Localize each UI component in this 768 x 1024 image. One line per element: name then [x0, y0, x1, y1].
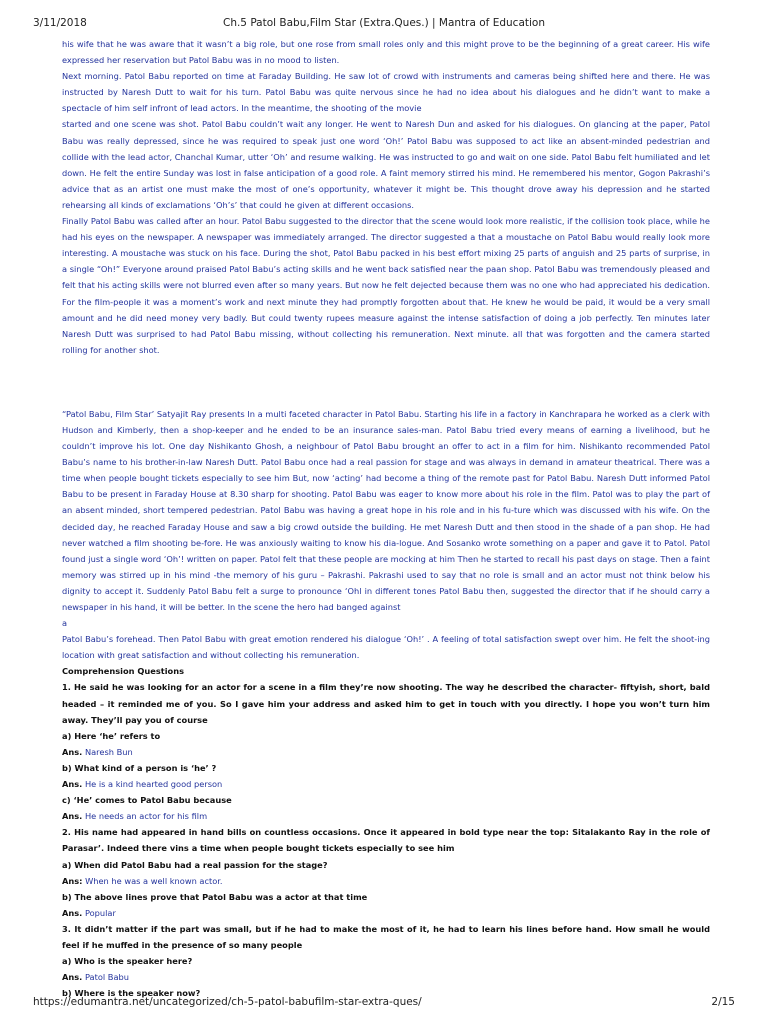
question: a) Here ‘he’ refers to	[62, 730, 161, 741]
question: a) When did Patol Babu had a real passion for the stage?	[62, 859, 328, 870]
paragraph: Patol Babu’s forehead. Then Patol Babu with great emotion rendered his dialogue ‘Oh!’ . A feeling of total satisfaction swept over him. He felt the shoot-ing location with great satisfaction and without collecting his remuneration.	[62, 634, 710, 661]
answer-label: Ans.	[62, 746, 83, 757]
answer	[62, 905, 710, 921]
question: b) Where is the speaker now?	[62, 988, 201, 999]
answer-text: Patol Babu	[84, 972, 129, 983]
summary-section-1	[62, 36, 710, 358]
answer-label: Ans.	[62, 779, 83, 790]
question-passage: 2. His name had appeared in hand bills on countless occasions. Once it appeared in bold type near the top: Sitalakanto Ray in the role of Parasar’. Indeed there vins a time when people bought tickets especially to see him	[62, 827, 710, 854]
question-passage: 1. He said he was looking for an actor for a scene in a film they’re now shooting. The way he described the character- fiftyish, short, bald headed – it reminded me of you. So I gave him your address and asked him to get in touch with you directly. I hope you won’t turn him away. They’ll pay you of course	[62, 682, 710, 725]
answer-label: Ans:	[62, 875, 83, 886]
paragraph: his wife that he was aware that it wasn’t a big role, but one rose from small roles only and this might prove to be the beginning of a great career. His wife expressed her reservation but Patol Babu was in no mood to listen.	[62, 39, 710, 66]
section-heading: Comprehension Questions	[62, 666, 184, 677]
paragraph-fragment: a	[62, 618, 68, 629]
comprehension-section	[62, 663, 710, 1001]
question: b) What kind of a person is ‘he’ ?	[62, 762, 217, 773]
spacer	[62, 358, 710, 406]
summary-section-2	[62, 406, 710, 664]
answer-label: Ans.	[62, 811, 83, 822]
print-header	[0, 17, 768, 31]
paragraph: Finally Patol Babu was called after an hour. Patol Babu suggested to the director that the scene would look more realistic, if the collision took place, while he had his eyes on the newspaper. A newspaper was immediately arranged. The director suggested a that a moustache on Patol Babu would really look more interesting. A moustache was stuck on his face. During the shot, Patol Babu packed in his best effort mixing 25 parts of anguish and 25 parts of surprise, in a single “Oh!” Everyone around praised Patol Babu’s acting skills and he went back satisfied near the paan shop. Patol Babu was tremendously pleased and felt that his acting skills were not blurred even after so many years. But now he felt dejected because them was no one who had appreciated his dedication. For the film-people it was a moment’s work and next minute they had promptly forgotten about that. He knew he would be paid, it would be a very small amount and he did need money very badly. But could twenty rupees measure against the intense satisfaction of doing a job perfectly. Ten minutes later Naresh Dutt was surprised to had Patol Babu missing, without collecting his remuneration. Next minute. all that was forgotten and the camera started rolling for another shot.	[62, 216, 710, 355]
question: c) ‘He’ comes to Patol Babu because	[62, 795, 232, 806]
answer	[62, 776, 710, 792]
answer	[62, 808, 710, 824]
answer-text: He needs an actor for his film	[84, 811, 208, 822]
answer	[62, 969, 710, 985]
paragraph: started and one scene was shot. Patol Babu couldn’t wait any longer. He went to Naresh Dun and asked for his dialogues. On glancing at the paper, Patol Babu was really depressed, since he was required to speak just one word ‘Oh!’ Patol Babu was supposed to act like an absent-minded pedestrian and collide with the lead actor, Chanchal Kumar, utter ‘Oh’ and resume walking. He was instructed to go and wait on one side. Patol Babu felt humiliated and let down. He felt the entire Sunday was lost in false anticipation of a good role. A faint memory stirred his mind. He remembered his mentor, Gogon Pakrashi’s advice that as an artist one must make the most of one’s opportunity, whatever it might be. This thought drove away his depression and he started rehearsing all kinds of exclamations ‘Oh’s’ that could he given at different occasions.	[62, 119, 710, 210]
paragraph: “Patol Babu, Film Star’ Satyajit Ray presents In a multi faceted character in Patol Babu. Starting his life in a factory in Kanchrapara he worked as a clerk with Hudson and Kimberly, then a shop-keeper and he ended to be an insurance sales-man. Patol Babu tried every means of earning a livelihood, but he couldn’t improve his lot. One day Nishikanto Ghosh, a neighbour of Patol Babu brought an offer to act in a film for him. Nishikanto recommended Patol Babu’s name to his brother-in-law Naresh Dutt. Patol Babu once had a real passion for stage and was always in demand in amateur theatrical. There was a time when people bought tickets especially to see him But, now ‘acting’ had become a thing of the remote past for Patol Babu. Naresh Dutt informed Patol Babu to be present in Faraday House at 8.30 sharp for shooting. Patol Babu was eager to know more about his role in the film. Patol was to play the part of an absent minded, short tempered pedestrian. Patol Babu was having a great hope in his role and in his fu-ture which was discussed with his wife. On the decided day, he reached Faraday House and saw a big crowd outside the building. He met Naresh Dutt and then stood in the shade of a pan shop. He had never watched a film shooting be-fore. He was anxiously waiting to know his dia-logue. And Sosanko wrote something on a paper and gave it to Patol. Patol found just a single word ‘Oh’! written on paper. Patol felt that these people are mocking at him Then he started to recall his past days on stage. Then a faint memory was stirred up in his mind -the memory of his guru – Pakrashi. Pakrashi used to say that no role is small and an actor must not think below his dignity to accept it. Suddenly Patol Babu felt a surge to pronounce ‘Ohl in different tones Patol Babu then, suggested the director that if he should carry a newspaper in his hand, it will be better. In the scene the hero had banged against	[62, 408, 710, 612]
answer-label: Ans.	[62, 907, 83, 918]
answer	[62, 873, 710, 889]
article-content	[62, 36, 710, 999]
page-url[interactable]: https://edumantra.net/uncategorized/ch-5-patol-babufilm-star-extra-ques/	[33, 996, 422, 1008]
answer-text: When he was a well known actor.	[85, 875, 223, 886]
answer-text: Popular	[84, 907, 116, 918]
question: a) Who is the speaker here?	[62, 956, 193, 967]
paragraph: Next morning. Patol Babu reported on time at Faraday Building. He saw lot of crowd with instruments and cameras being shifted here and there. He was instructed by Naresh Dutt to wait for his turn. Patol Babu was quite nervous since he had no idea about his dialogues and he didn’t want to make a spectacle of him self infront of lead actors. In the meantime, the shooting of the movie	[62, 71, 710, 114]
page-title: Ch.5 Patol Babu,Film Star (Extra.Ques.) | Mantra of Education	[222, 17, 545, 29]
page-number: 2/15	[711, 996, 735, 1008]
answer-text: He is a kind hearted good person	[84, 779, 223, 790]
question-passage: 3. It didn’t matter if the part was small, but if he had to make the most of it, he had to learn his lines before hand. How small he would feel if he muffed in the presence of so many people	[62, 923, 710, 950]
answer-label: Ans.	[62, 972, 83, 983]
answer	[62, 744, 710, 760]
question: b) The above lines prove that Patol Babu was a actor at that time	[62, 891, 368, 902]
answer-text: Naresh Bun	[84, 746, 133, 757]
print-date: 3/11/2018	[33, 17, 87, 29]
